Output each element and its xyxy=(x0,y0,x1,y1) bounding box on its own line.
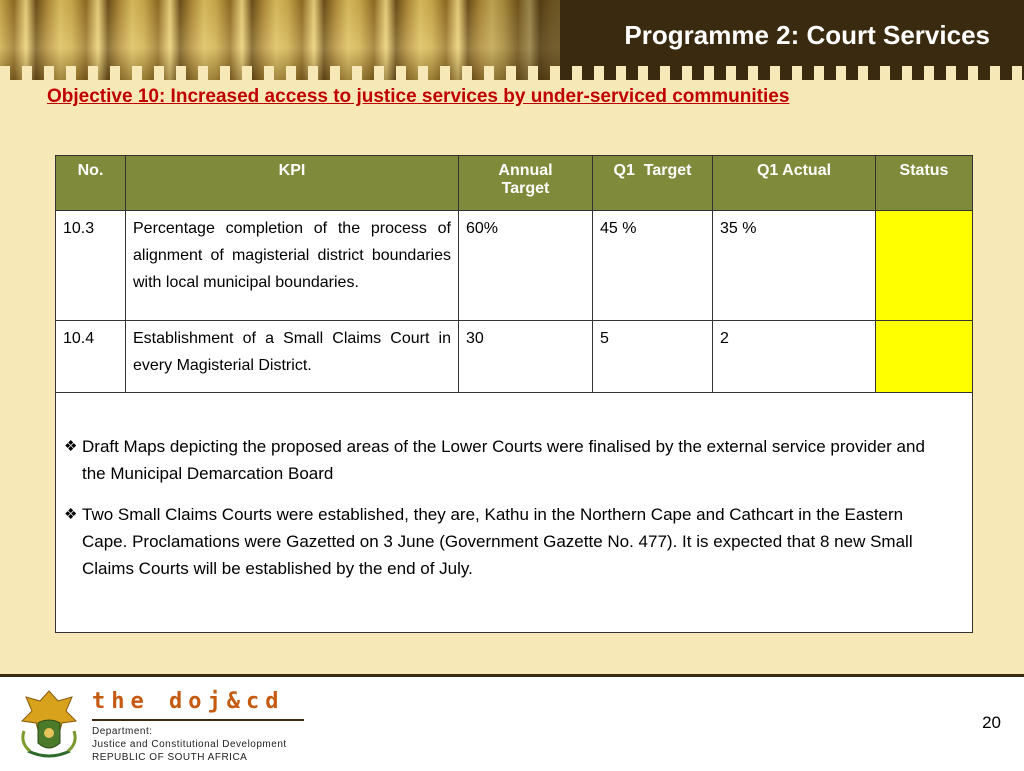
col-header-q1-actual: Q1 Actual xyxy=(713,156,876,211)
col-header-annual-target: Annual Target xyxy=(459,156,593,211)
cell-q1-target: 5 xyxy=(593,321,713,393)
col-header-no: No. xyxy=(56,156,126,211)
footer xyxy=(0,674,1024,771)
note-text: Two Small Claims Courts were established, they are, Kathu in the Northern Cape and Cathcart in the Eastern Cape. Proclamations were Gazetted on 3 June (Government Gazette No. 477). It is expected that 8 new Small Claims Courts will be established by the end of July. xyxy=(82,505,913,578)
objective-heading: Objective 10: Increased access to justice services by under-serviced communities xyxy=(47,86,790,107)
notes-cell xyxy=(56,393,973,633)
cell-q1-actual: 35 % xyxy=(713,211,876,321)
coat-of-arms-icon xyxy=(18,687,80,763)
header-banner xyxy=(0,0,1024,80)
diamond-bullet-icon: ❖ xyxy=(64,438,78,455)
cell-no: 10.4 xyxy=(56,321,126,393)
col-header-q1-target: Q1 Target xyxy=(593,156,713,211)
note-item xyxy=(64,433,952,487)
cell-annual-target: 30 xyxy=(459,321,593,393)
col-header-status: Status xyxy=(876,156,973,211)
header-crenellation xyxy=(0,66,1024,80)
department-name xyxy=(92,725,287,764)
page-number: 20 xyxy=(982,713,1001,732)
slide-title: Programme 2: Court Services xyxy=(624,20,990,50)
table-header-row xyxy=(56,156,973,211)
col-header-kpi: KPI xyxy=(126,156,459,211)
dept-line: Department: xyxy=(92,726,153,737)
brand-wordmark: the doj&cd xyxy=(92,689,285,714)
dept-line: Justice and Constitutional Development xyxy=(92,739,287,750)
cell-q1-target: 45 % xyxy=(593,211,713,321)
cell-kpi: Percentage completion of the process of alignment of magisterial district boundaries with local municipal boundaries. xyxy=(126,211,459,321)
status-indicator xyxy=(876,321,973,393)
brand-divider xyxy=(92,719,304,721)
table-row xyxy=(56,321,973,393)
dept-line: REPUBLIC OF SOUTH AFRICA xyxy=(92,752,248,763)
kpi-table xyxy=(55,155,973,633)
table-row xyxy=(56,211,973,321)
cell-q1-actual: 2 xyxy=(713,321,876,393)
notes-row xyxy=(56,393,973,633)
status-indicator xyxy=(876,211,973,321)
cell-no: 10.3 xyxy=(56,211,126,321)
cell-annual-target: 60% xyxy=(459,211,593,321)
note-text: Draft Maps depicting the proposed areas of the Lower Courts were finalised by the external service provider and the Municipal Demarcation Board xyxy=(82,437,925,483)
diamond-bullet-icon: ❖ xyxy=(64,506,78,523)
note-item xyxy=(64,501,952,582)
cell-kpi: Establishment of a Small Claims Court in every Magisterial District. xyxy=(126,321,459,393)
